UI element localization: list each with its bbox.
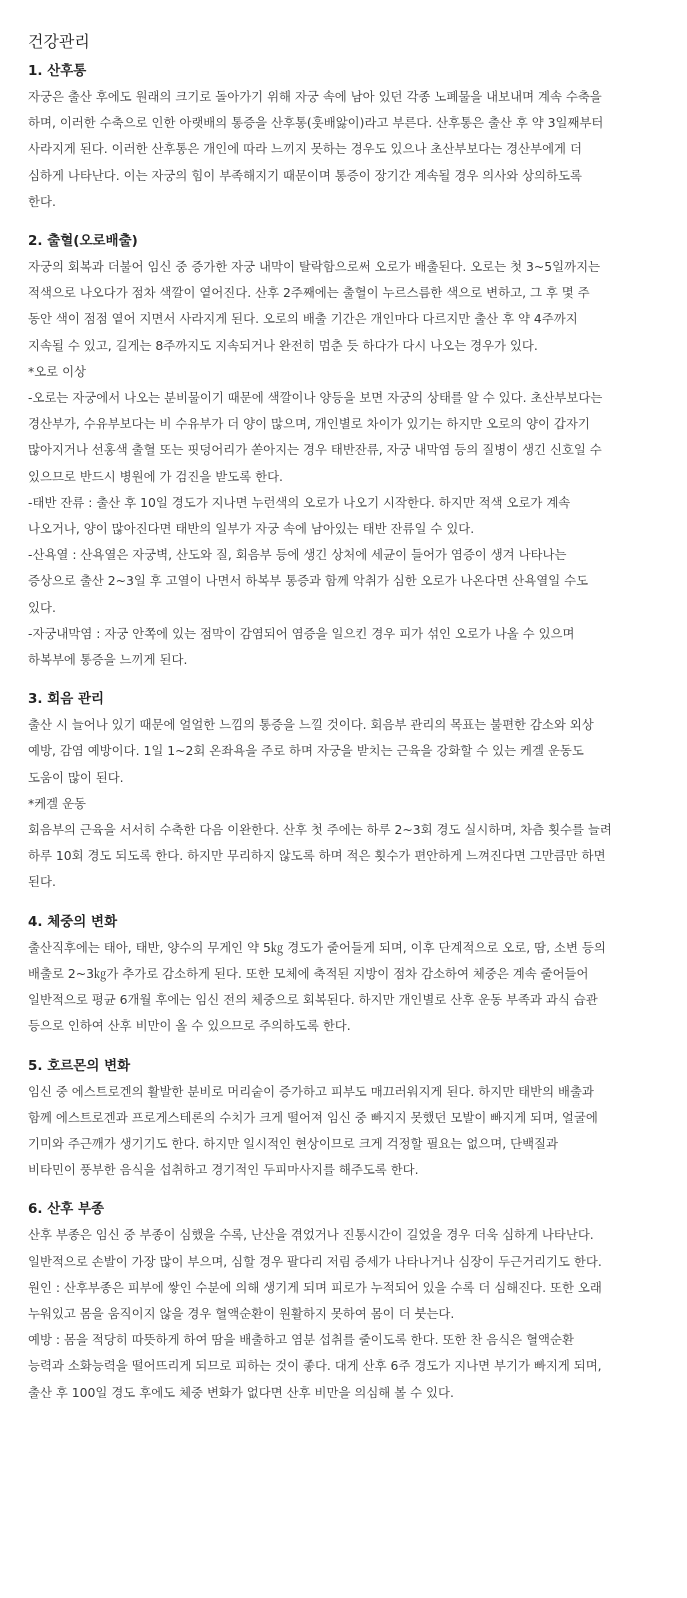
paragraph-line: 일반적으로 손발이 가장 많이 부으며, 심할 경우 팔다리 저림 증세가 나타나거나 심장이 두근거리기도 한다. [28,1253,602,1269]
paragraph-line: 많아지거나 선홍색 출혈 또는 핏덩어리가 쏟아지는 경우 태반잔류, 자궁 내막염 등의 질병이 생긴 신호일 수 [28,442,602,458]
paragraph-line: 동안 색이 점점 옅어 지면서 사라지게 된다. 오로의 배출 기간은 개인마다 다르지만 출산 후 약 4주까지 [28,311,578,327]
paragraph-line: 지속될 수 있고, 길게는 8주까지도 지속되거나 완전히 멈춘 듯 하다가 다시 나오는 경우가 있다. [28,337,538,353]
paragraph-line: 누워있고 몸을 움직이지 않을 경우 혈액순환이 원활하지 못하여 몸이 더 붓는다. [28,1305,455,1321]
paragraph-line: 출산 후 100일 경도 후에도 체중 변화가 없다면 산후 비만을 의심해 볼 수 있다. [28,1384,454,1400]
paragraph-line: 함께 에스트로겐과 프로게스테론의 수치가 크게 떨어져 임신 중 빠지지 못했던 모발이 빠지게 되며, 얼굴에 [28,1109,598,1125]
section [28,1053,659,1184]
paragraph-line: -오로는 자궁에서 나오는 분비물이기 때문에 색깔이나 양등을 보면 자궁의 상태를 알 수 있다. 초산부보다는 [28,390,603,406]
section-heading: 1. 산후통 [28,63,87,79]
paragraph-line: 예방 : 몸을 적당히 따뜻하게 하여 땀을 배출하고 염분 섭취를 줄이도록 한다. 또한 찬 음식은 혈액순환 [28,1332,574,1348]
section [28,1196,659,1405]
section [28,686,659,895]
paragraph-line: 자궁의 회복과 더불어 임신 중 증가한 자궁 내막이 탈락함으로써 오로가 배출된다. 오로는 첫 3~5일까지는 [28,259,601,275]
section-heading: 5. 호르몬의 변화 [28,1057,131,1074]
paragraph-line: 회음부의 근육을 서서히 수축한 다음 이완한다. 산후 첫 주에는 하루 2~3회 경도 실시하며, 차츰 횟수를 늘려 [28,822,612,838]
paragraph-line: 예방, 감염 예방이다. 1일 1~2회 온좌욕을 주로 하며 자궁을 받치는 근육을 강화할 수 있는 케겔 운동도 [28,743,584,759]
paragraph-line: *케겔 운동 [28,795,87,811]
section-heading: 6. 산후 부종 [28,1201,105,1218]
paragraph-line: 산후 부종은 임신 중 부종이 심했을 수록, 난산을 겪었거나 진통시간이 길었을 경우 더욱 심하게 나타난다. [28,1227,594,1243]
page-title: 건강관리 [28,32,90,51]
section-heading: 4. 체중의 변화 [28,913,118,930]
paragraph-line: 된다. [28,874,56,890]
paragraph-line: 있으므로 반드시 병원에 가 검진을 받도록 한다. [28,468,283,484]
paragraph-line: 임신 중 에스트로겐의 활발한 분비로 머리숱이 증가하고 피부도 매끄러워지게 된다. 하지만 태반의 배출과 [28,1083,594,1099]
paragraph-line: 도움이 많이 된다. [28,769,124,785]
section-heading: 2. 출혈(오로배출) [28,233,138,250]
paragraph-line: 한다. [28,193,56,209]
paragraph-line: 증상으로 출산 2~3일 후 고열이 나면서 하복부 통증과 함께 악취가 심한 오로가 나온다면 산욕열일 수도 [28,573,589,589]
paragraph-line: 능력과 소화능력을 떨어뜨리게 되므로 피하는 것이 좋다. 대게 산후 6주 경도가 지나면 부기가 빠지게 되며, [28,1358,602,1374]
paragraph-line: 비타민이 풍부한 음식을 섭취하고 경기적인 두피마사지를 해주도록 한다. [28,1162,419,1178]
section [28,58,659,215]
paragraph-line: 출산 시 늘어나 있기 때문에 얼얼한 느낌의 통증을 느낄 것이다. 회음부 관리의 목표는 불편한 감소와 외상 [28,717,594,733]
paragraph-line: 자궁은 출산 후에도 원래의 크기로 돌아가기 위해 자궁 속에 남아 있던 각종 노폐물을 내보내며 계속 수축을 [28,89,602,104]
section-heading: 3. 회음 관리 [28,691,105,708]
paragraph-line: -태반 잔류 : 출산 후 10일 경도가 지나면 누런색의 오로가 나오기 시작한다. 하지만 적색 오로가 계속 [28,494,571,510]
sections-container [28,58,659,1406]
paragraph-line: 나오거나, 양이 많아진다면 태반의 일부가 자궁 속에 남아있는 태반 잔류일 수 있다. [28,521,475,537]
paragraph-line: 등으로 인하여 산후 비만이 올 수 있으므로 주의하도록 한다. [28,1018,351,1034]
paragraph-line: 심하게 나타난다. 이는 자궁의 힘이 부족해지기 때문이며 통증이 장기간 계속될 경우 의사와 상의하도록 [28,167,582,183]
section [28,909,659,1040]
paragraph-line: 원인 : 산후부종은 피부에 쌓인 수분에 의해 생기게 되며 피로가 누적되어 있을 수록 더 심해진다. 또한 오래 [28,1279,602,1295]
paragraph-line: 기미와 주근깨가 생기기도 한다. 하지만 일시적인 현상이므로 크게 걱정할 필요는 없으며, 단백질과 [28,1135,558,1151]
paragraph-line: *오로 이상 [28,363,87,379]
paragraph-line: 사라지게 된다. 이러한 산후통은 개인에 따라 느끼지 못하는 경우도 있으나 초산부보다는 경산부에게 더 [28,141,582,157]
paragraph-line: 배출로 2~3㎏가 추가로 감소하게 된다. 또한 모체에 축적된 지방이 점차 감소하여 체중은 계속 줄어들어 [28,965,589,981]
paragraph-line: 적색으로 나오다가 점차 색깔이 옅어진다. 산후 2주째에는 출혈이 누르스름한 색으로 변하고, 그 후 몇 주 [28,285,590,301]
paragraph-line: 하며, 이러한 수축으로 인한 아랫배의 통증을 산후통(훗배앓이)라고 부른다. 산후통은 출산 후 약 3일째부터 [28,115,604,131]
paragraph-line: -산욕열 : 산욕열은 자궁벽, 산도와 질, 회음부 등에 생긴 상처에 세균이 들어가 염증이 생겨 나타나는 [28,547,567,563]
paragraph-line: 출산직후에는 태아, 태반, 양수의 무게인 약 5㎏ 경도가 줄어들게 되며, 이후 단계적으로 오로, 땀, 소변 등의 [28,939,606,955]
section [28,228,659,673]
paragraph-line: 경산부가, 수유부보다는 비 수유부가 더 양이 많으며, 개인별로 차이가 있기는 하지만 오로의 양이 갑자기 [28,416,590,432]
paragraph-line: 있다. [28,599,56,615]
paragraph-line: 일반적으로 평균 6개월 후에는 임신 전의 체중으로 회복된다. 하지만 개인별로 산후 운동 부족과 과식 습관 [28,992,598,1008]
paragraph-line: 하복부에 통증을 느끼게 된다. [28,652,188,668]
paragraph-line: 하루 10회 경도 되도록 한다. 하지만 무리하지 않도록 하며 적은 횟수가 편안하게 느껴진다면 그만큼만 하면 [28,848,606,864]
paragraph-line: -자궁내막염 : 자궁 안쪽에 있는 점막이 감염되어 염증을 일으킨 경우 피가 섞인 오로가 나올 수 있으며 [28,625,575,641]
